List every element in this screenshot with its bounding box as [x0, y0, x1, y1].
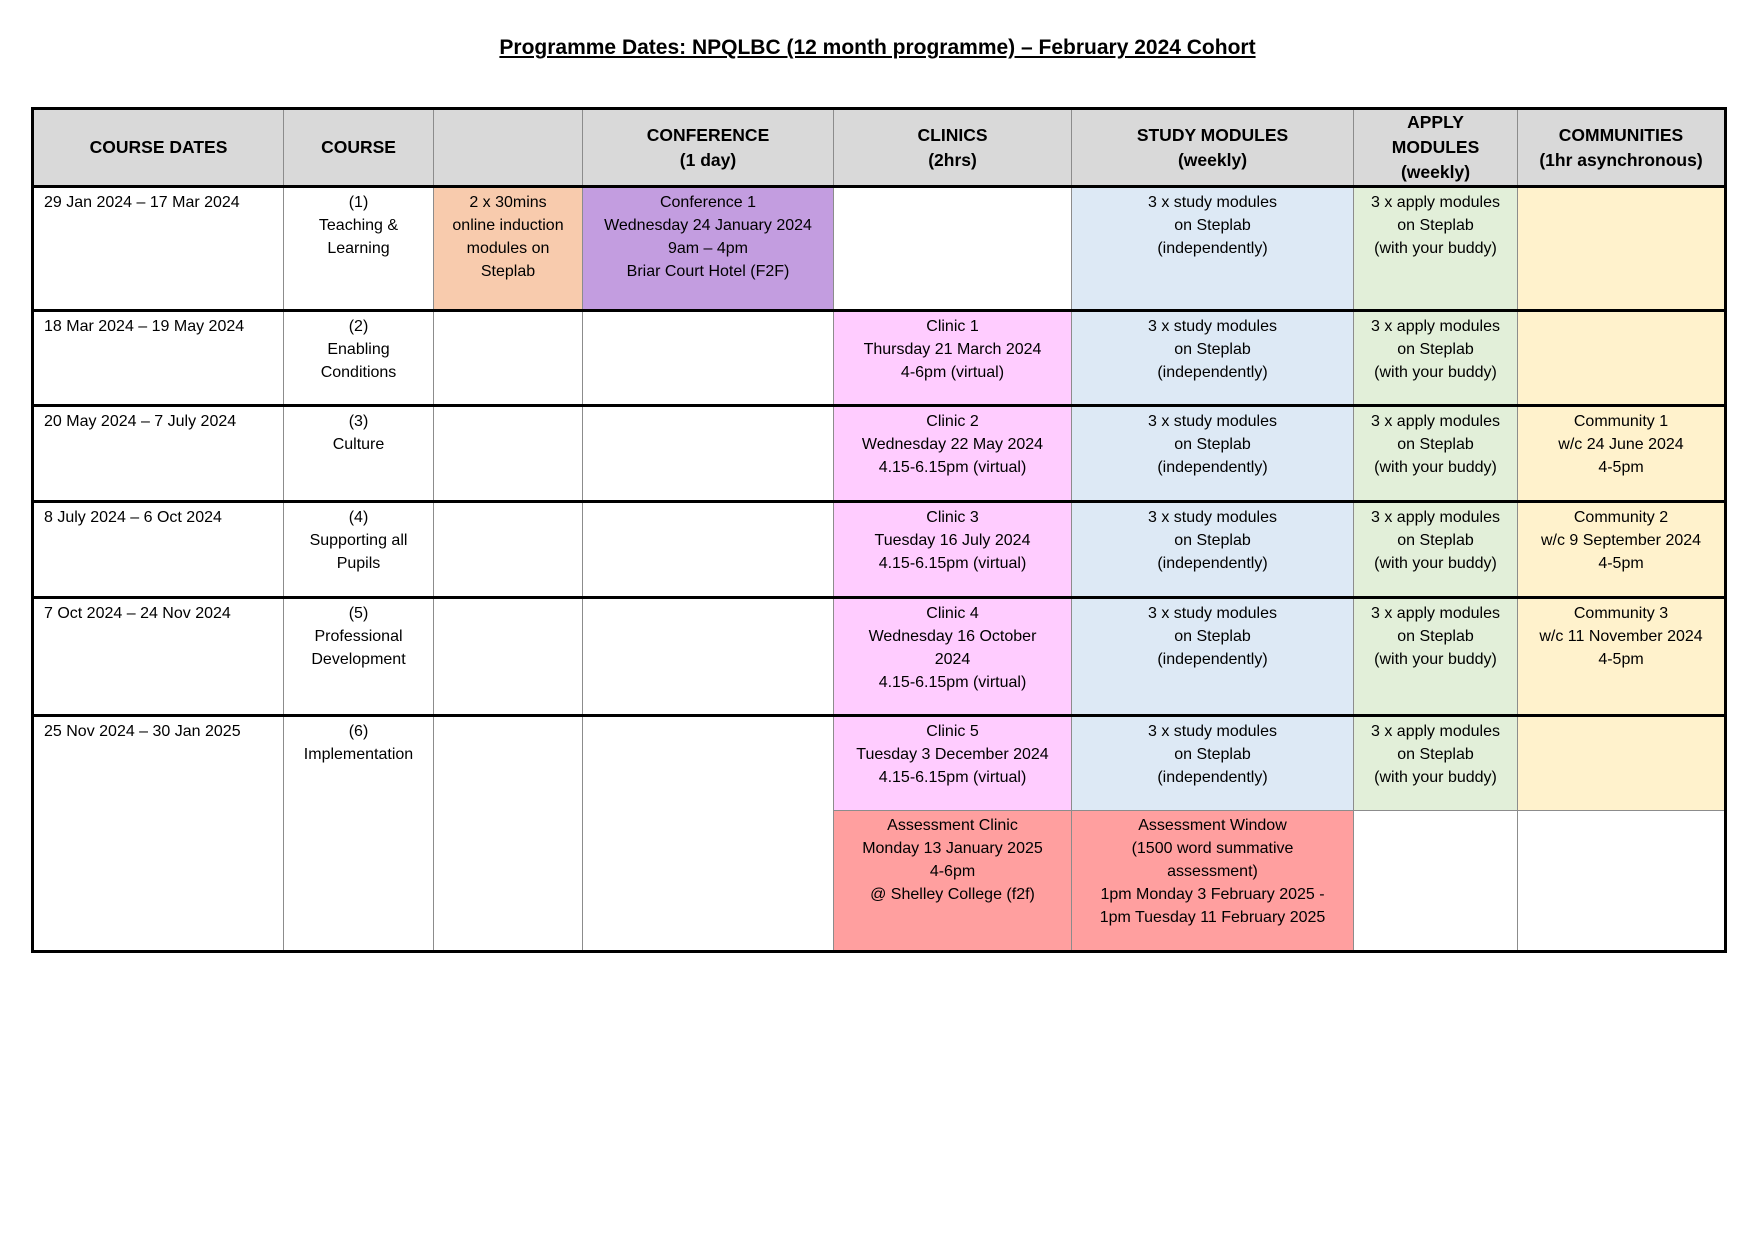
conference-cell: [583, 598, 834, 716]
conference-cell: [583, 716, 834, 952]
clinic-cell: Clinic 2 Wednesday 22 May 2024 4.15-6.15pm (virtual): [834, 406, 1072, 502]
apply-modules-cell: 3 x apply modules on Steplab (with your buddy): [1354, 187, 1518, 311]
study-modules-cell: 3 x study modules on Steplab (independently): [1072, 311, 1354, 406]
induction-cell: 2 x 30mins online induction modules on Steplab: [434, 187, 583, 311]
assessment-window-cell: Assessment Window (1500 word summative assessment) 1pm Monday 3 February 2025 - 1pm Tuesday 11 February 2025: [1072, 811, 1354, 952]
course-dates-cell: 7 Oct 2024 – 24 Nov 2024: [33, 598, 284, 716]
apply-modules-cell: 3 x apply modules on Steplab (with your buddy): [1354, 311, 1518, 406]
apply-modules-cell: 3 x apply modules on Steplab (with your buddy): [1354, 406, 1518, 502]
study-modules-cell: 3 x study modules on Steplab (independently): [1072, 716, 1354, 811]
study-modules-cell: 3 x study modules on Steplab (independently): [1072, 187, 1354, 311]
study-modules-cell: 3 x study modules on Steplab (independently): [1072, 598, 1354, 716]
assessment-clinic-cell: Assessment Clinic Monday 13 January 2025 4-6pm @ Shelley College (f2f): [834, 811, 1072, 952]
apply-modules-cell: 3 x apply modules on Steplab (with your buddy): [1354, 598, 1518, 716]
header-course-dates: COURSE DATES: [33, 109, 284, 187]
header-communities: COMMUNITIES (1hr asynchronous): [1518, 109, 1726, 187]
header-apply-modules: APPLY MODULES (weekly): [1354, 109, 1518, 187]
table-row: [33, 311, 1726, 406]
page-title: Programme Dates: NPQLBC (12 month programme) – February 2024 Cohort: [499, 36, 1256, 59]
community-cell: [1518, 311, 1726, 406]
header-conference: CONFERENCE (1 day): [583, 109, 834, 187]
programme-schedule-table: [31, 107, 1727, 953]
apply-modules-empty-cell: [1354, 811, 1518, 952]
community-cell: Community 1 w/c 24 June 2024 4-5pm: [1518, 406, 1726, 502]
course-dates-cell: 25 Nov 2024 – 30 Jan 2025: [33, 716, 284, 952]
table-row: [33, 598, 1726, 716]
study-modules-cell: 3 x study modules on Steplab (independently): [1072, 406, 1354, 502]
header-induction: [434, 109, 583, 187]
community-cell: Community 3 w/c 11 November 2024 4-5pm: [1518, 598, 1726, 716]
induction-cell: [434, 716, 583, 952]
course-cell: (3) Culture: [284, 406, 434, 502]
course-cell: (2) Enabling Conditions: [284, 311, 434, 406]
course-cell: (4) Supporting all Pupils: [284, 502, 434, 598]
course-dates-cell: 20 May 2024 – 7 July 2024: [33, 406, 284, 502]
induction-cell: [434, 311, 583, 406]
conference-cell: [583, 311, 834, 406]
apply-modules-cell: 3 x apply modules on Steplab (with your buddy): [1354, 716, 1518, 811]
conference-cell: [583, 406, 834, 502]
course-dates-cell: 8 July 2024 – 6 Oct 2024: [33, 502, 284, 598]
table-row: [33, 187, 1726, 311]
clinic-cell: Clinic 4 Wednesday 16 October 2024 4.15-6.15pm (virtual): [834, 598, 1072, 716]
table-row: [33, 406, 1726, 502]
clinic-cell: Clinic 1 Thursday 21 March 2024 4-6pm (virtual): [834, 311, 1072, 406]
study-modules-cell: 3 x study modules on Steplab (independently): [1072, 502, 1354, 598]
table-row: [33, 502, 1726, 598]
clinic-cell: Clinic 3 Tuesday 16 July 2024 4.15-6.15pm (virtual): [834, 502, 1072, 598]
header-row: [33, 109, 1726, 187]
community-cell: Community 2 w/c 9 September 2024 4-5pm: [1518, 502, 1726, 598]
header-clinics: CLINICS (2hrs): [834, 109, 1072, 187]
course-dates-cell: 18 Mar 2024 – 19 May 2024: [33, 311, 284, 406]
apply-modules-cell: 3 x apply modules on Steplab (with your buddy): [1354, 502, 1518, 598]
clinic-cell: [834, 187, 1072, 311]
community-empty-cell: [1518, 811, 1726, 952]
course-cell: (1) Teaching & Learning: [284, 187, 434, 311]
induction-cell: [434, 502, 583, 598]
header-study-modules: STUDY MODULES (weekly): [1072, 109, 1354, 187]
course-cell: (6) Implementation: [284, 716, 434, 952]
header-course: COURSE: [284, 109, 434, 187]
induction-cell: [434, 406, 583, 502]
conference-cell: [583, 502, 834, 598]
community-cell: [1518, 187, 1726, 311]
induction-cell: [434, 598, 583, 716]
course-cell: (5) Professional Development: [284, 598, 434, 716]
table-row: [33, 716, 1726, 811]
course-dates-cell: 29 Jan 2024 – 17 Mar 2024: [33, 187, 284, 311]
clinic-cell: Clinic 5 Tuesday 3 December 2024 4.15-6.15pm (virtual): [834, 716, 1072, 811]
conference-cell: Conference 1 Wednesday 24 January 2024 9am – 4pm Briar Court Hotel (F2F): [583, 187, 834, 311]
community-cell: [1518, 716, 1726, 811]
